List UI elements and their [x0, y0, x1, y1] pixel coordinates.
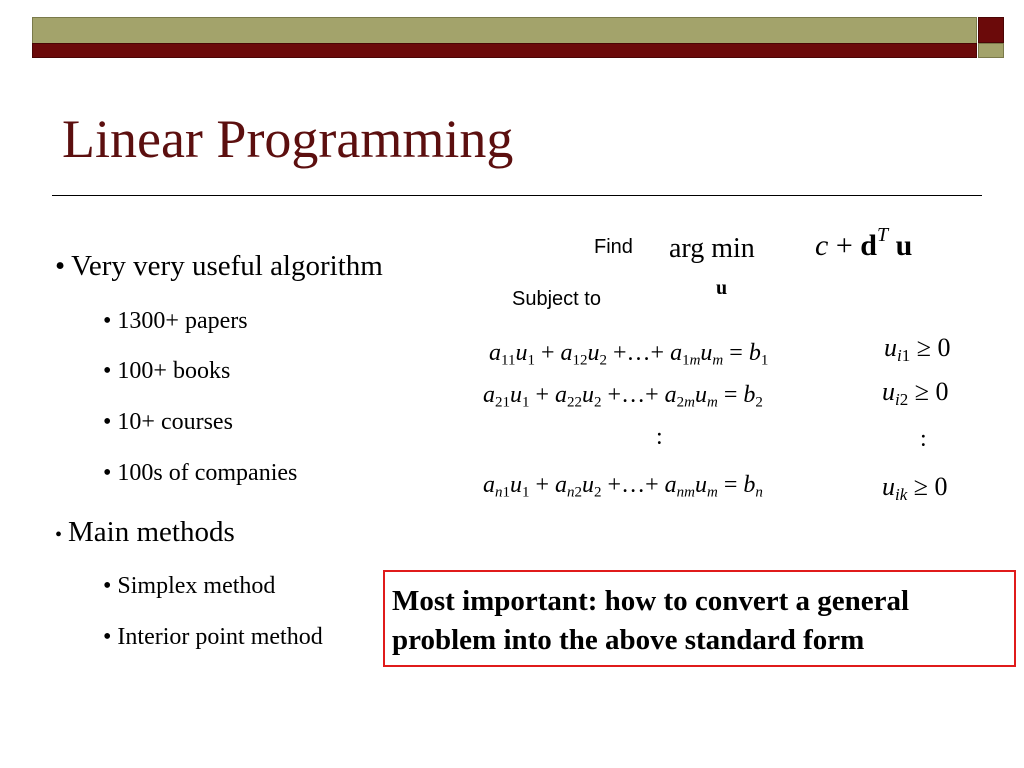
- bullet-sub: • 100s of companies: [103, 460, 298, 486]
- nonneg-constraint-k: $u_{ik} \ge 0$: [882, 472, 948, 505]
- note-line-2: problem into the above standard form: [392, 624, 865, 656]
- argmin-variable: u: [716, 277, 728, 299]
- bullet-sub: • 1300+ papers: [103, 308, 248, 334]
- nonneg-constraint-2: $u_{i2} \ge 0$: [882, 377, 949, 410]
- constraint-equation-n: $a_{n1}u_1 + a_{n2}u_2$ +…+ $a_{nm}u_m = b_n$: [483, 472, 763, 501]
- find-label: Find: [594, 236, 633, 258]
- bullet-sub: • Interior point method: [103, 624, 323, 650]
- header-square-maroon: [978, 17, 1004, 43]
- bullet-sub: • 100+ books: [103, 358, 231, 384]
- constraint-equation-2: $a_{21}u_1 + a_{22}u_2$ +…+ $a_{2m}u_m = b_2$: [483, 382, 763, 411]
- vertical-ellipsis: :: [920, 426, 927, 452]
- important-note-box: [383, 570, 1016, 667]
- argmin-operator: arg min: [669, 233, 755, 264]
- slide-title: Linear Programming: [62, 109, 514, 169]
- bullet-sub: • 10+ courses: [103, 409, 233, 435]
- header-bar-maroon: [32, 43, 977, 58]
- nonneg-constraint-1: $u_{i1} \ge 0$: [884, 333, 951, 366]
- header-square-olive: [978, 43, 1004, 58]
- objective-function: $c + d^T$ u: [815, 224, 913, 262]
- title-divider: [52, 195, 982, 196]
- constraint-equation-1: $a_{11}u_1 + a_{12}u_2$ +…+ $a_{1m}u_m = b_1$: [489, 340, 769, 369]
- bullet-main-1: • Very very useful algorithm: [55, 250, 383, 282]
- header-bar-olive: [32, 17, 977, 44]
- subject-to-label: Subject to: [512, 288, 601, 310]
- note-line-1: Most important: how to convert a general: [392, 585, 910, 617]
- vertical-ellipsis: :: [656, 424, 663, 450]
- bullet-sub: • Simplex method: [103, 573, 276, 599]
- bullet-main-2: • Main methods: [55, 516, 235, 548]
